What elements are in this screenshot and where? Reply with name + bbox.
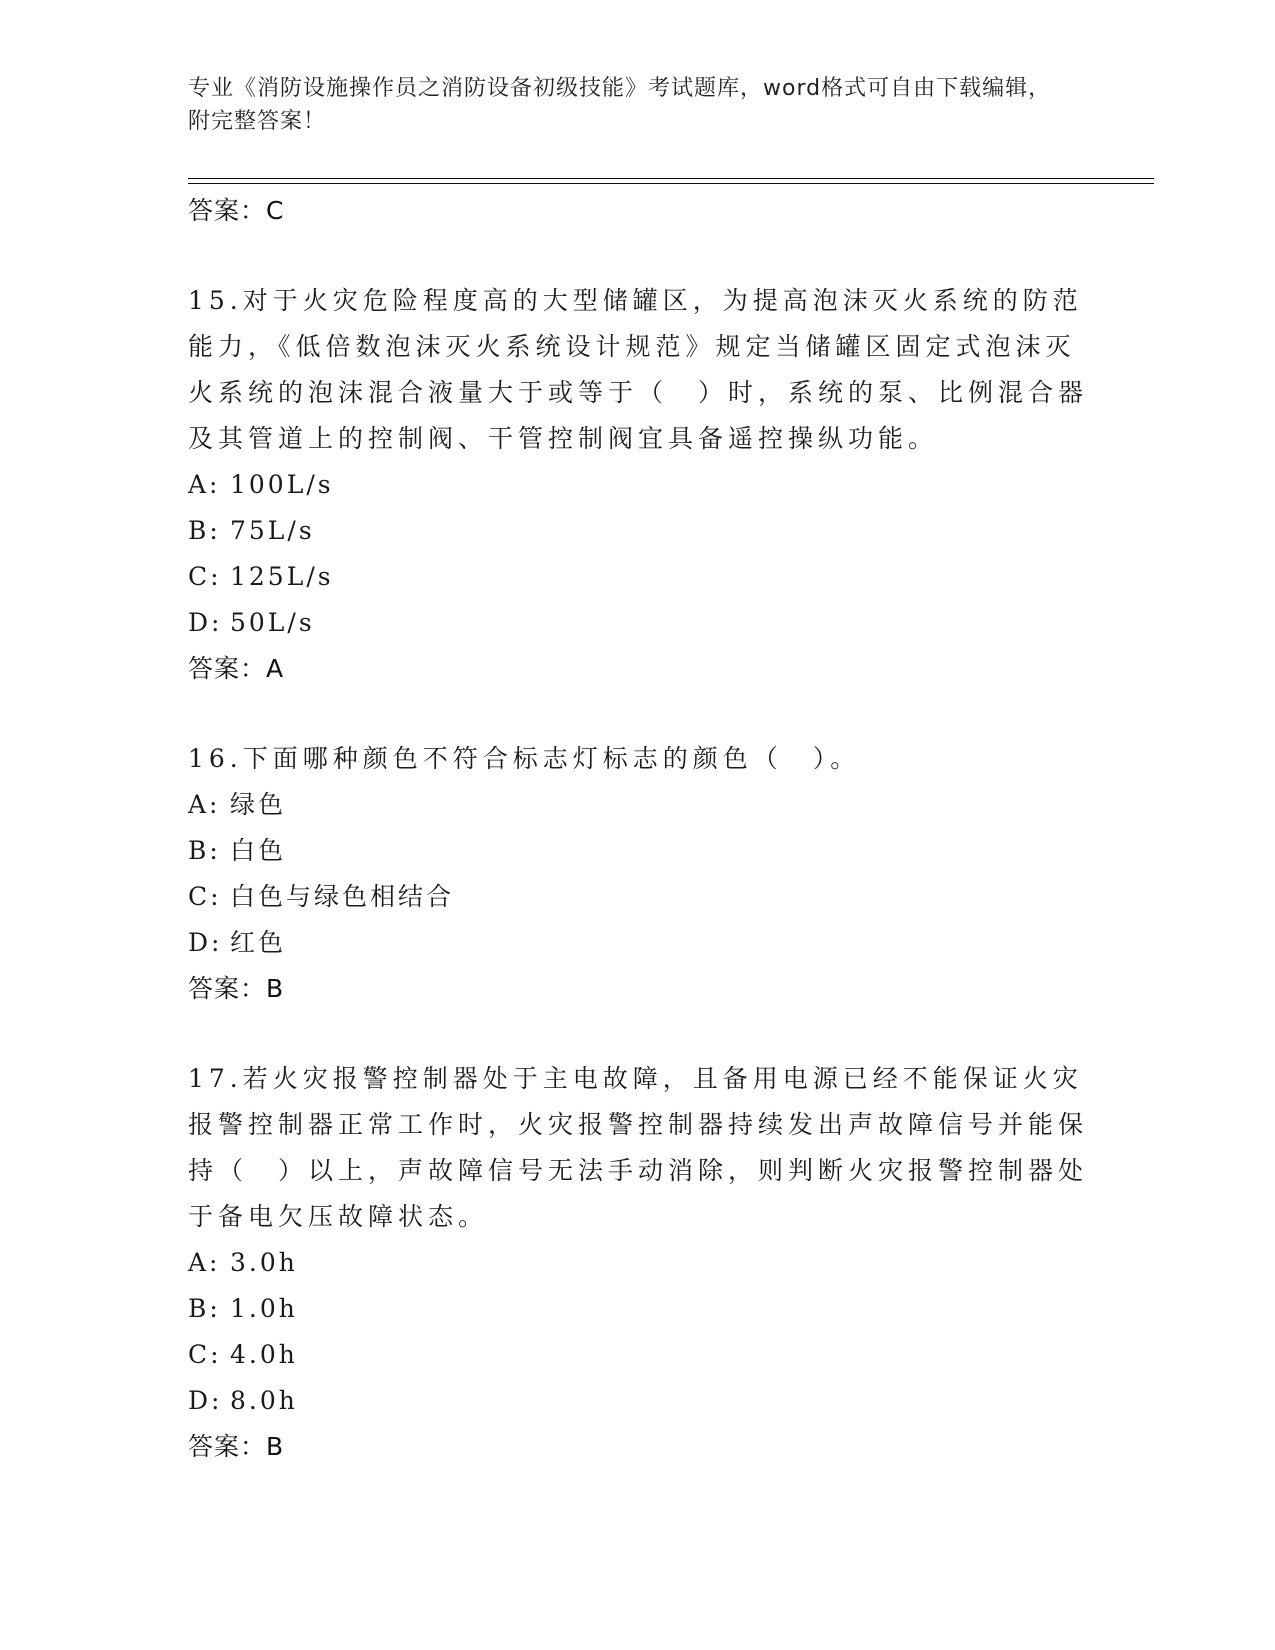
header-divider-bottom (188, 183, 1154, 184)
question-17 (188, 1056, 1088, 1470)
option-b (188, 828, 1088, 874)
option-key: A: (188, 470, 221, 499)
option-b (188, 508, 1088, 554)
option-key: C: (188, 562, 222, 591)
option-text: 3.0h (230, 1248, 298, 1277)
option-a (188, 1240, 1088, 1286)
option-key: B: (188, 516, 221, 545)
option-text: 红色 (230, 928, 287, 957)
option-text: 4.0h (230, 1340, 298, 1369)
option-text: 125L/s (230, 562, 334, 591)
answer: 答案：B (188, 1432, 285, 1461)
option-key: D: (188, 1386, 223, 1415)
option-c (188, 554, 1088, 600)
option-text: 白色与绿色相结合 (230, 882, 455, 911)
option-text: 50L/s (230, 608, 315, 637)
option-key: B: (188, 836, 221, 865)
previous-answer: 答案：C (188, 196, 285, 225)
option-key: C: (188, 882, 222, 911)
page-header: 专业《消防设施操作员之消防设备初级技能》考试题库，word格式可自由下载编辑，附完整答案！ (188, 76, 1052, 134)
option-d (188, 920, 1088, 966)
option-key: B: (188, 1294, 221, 1323)
option-text: 1.0h (230, 1294, 298, 1323)
option-b (188, 1286, 1088, 1332)
question-16 (188, 736, 1088, 1012)
question-list (188, 188, 1088, 1470)
option-text: 75L/s (230, 516, 315, 545)
header-divider-top (188, 178, 1154, 179)
question-15 (188, 278, 1088, 692)
question-stem: 16.下面哪种颜色不符合标志灯标志的颜色（ ）。 (188, 744, 861, 773)
option-c (188, 874, 1088, 920)
answer: 答案：A (188, 654, 285, 683)
option-key: D: (188, 928, 223, 957)
option-key: A: (188, 790, 221, 819)
option-text: 白色 (230, 836, 287, 865)
question-stem: 17.若火灾报警控制器处于主电故障，且备用电源已经不能保证火灾报警控制器正常工作时，火灾报警控制器持续发出声故障信号并能保持（ ）以上，声故障信号无法手动消除，则判断火灾报警控制器处于备电欠压故障状态。 (188, 1064, 1089, 1231)
option-text: 8.0h (230, 1386, 298, 1415)
option-a (188, 782, 1088, 828)
option-text: 绿色 (230, 790, 287, 819)
option-d (188, 600, 1088, 646)
option-a (188, 462, 1088, 508)
question-stem: 15.对于火灾危险程度高的大型储罐区，为提高泡沫灭火系统的防范能力，《低倍数泡沫灭火系统设计规范》规定当储罐区固定式泡沫灭火系统的泡沫混合液量大于或等于（ ）时，系统的泵、比例混合器及其管道上的控制阀、干管控制阀宜具备遥控操纵功能。 (188, 286, 1089, 453)
option-text: 100L/s (230, 470, 334, 499)
option-key: A: (188, 1248, 221, 1277)
option-key: D: (188, 608, 223, 637)
answer: 答案：B (188, 974, 285, 1003)
option-c (188, 1332, 1088, 1378)
option-key: C: (188, 1340, 222, 1369)
option-d (188, 1378, 1088, 1424)
